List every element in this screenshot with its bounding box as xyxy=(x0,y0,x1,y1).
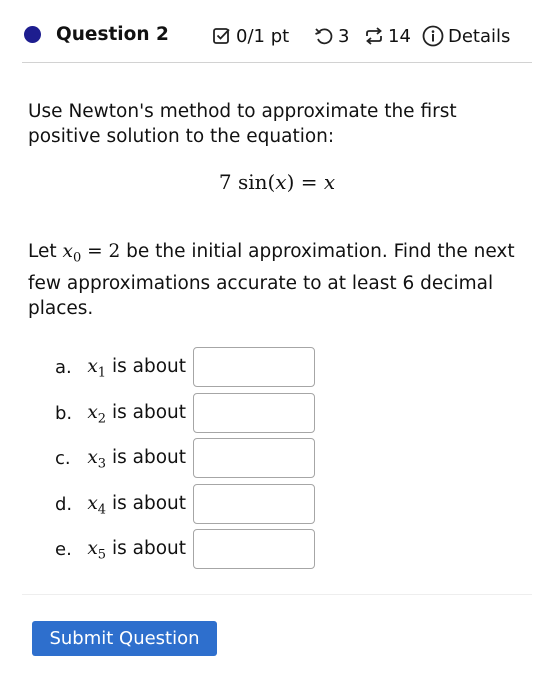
answer-variable: $x_5$ xyxy=(87,538,107,563)
initial-approximation-value: = 2 xyxy=(87,241,121,262)
answer-letter: b. xyxy=(55,403,73,424)
answer-letter: c. xyxy=(55,448,71,469)
question-title: Question 2 xyxy=(56,24,169,45)
answer-variable: $x_4$ xyxy=(87,493,107,518)
question-prompt: Use Newton's method to approximate the first positive solution to the equation: xyxy=(28,101,457,147)
details-label: Details xyxy=(448,25,511,47)
answer-row-e xyxy=(0,529,554,569)
repeat-icon xyxy=(364,26,384,46)
answer-label: $x_3$ is about xyxy=(87,447,186,472)
answer-label: $x_4$ is about xyxy=(87,493,186,518)
checkbox-icon xyxy=(212,26,232,46)
answer-input-x3[interactable] xyxy=(193,438,315,478)
answer-row-a xyxy=(0,347,554,387)
instructions-rest: be the initial approximation. Find the next few approximations accurate to at least 6 decimal places. xyxy=(28,241,515,319)
equation-equals: = xyxy=(300,170,318,194)
instructions-let: Let xyxy=(28,241,57,262)
retry-icon xyxy=(314,26,334,46)
info-icon xyxy=(422,25,444,47)
answer-label: $x_5$ is about xyxy=(87,538,186,563)
divider xyxy=(22,594,532,595)
submit-question-button[interactable]: Submit Question xyxy=(32,621,217,656)
answer-input-x1[interactable] xyxy=(193,347,315,387)
equation-rhs: x xyxy=(323,170,336,194)
details-button[interactable] xyxy=(422,24,510,48)
answer-label: $x_1$ is about xyxy=(87,356,186,381)
answer-label: $x_2$ is about xyxy=(87,402,186,427)
question-header xyxy=(22,16,532,63)
initial-approximation-variable: $x_0$ xyxy=(62,241,82,266)
answer-letter: e. xyxy=(55,539,72,560)
answer-variable: $x_2$ xyxy=(87,402,107,427)
attempts-count: 3 xyxy=(338,25,350,47)
answer-variable: $x_3$ xyxy=(87,447,107,472)
equation-function: sin xyxy=(237,170,268,194)
submissions-indicator xyxy=(364,24,411,48)
question-instructions xyxy=(28,239,518,321)
answer-input-x5[interactable] xyxy=(193,529,315,569)
equation: 7 sin(x) = x xyxy=(218,170,336,194)
answer-letter: a. xyxy=(55,357,72,378)
answer-letter: d. xyxy=(55,494,73,515)
answer-row-d xyxy=(0,484,554,524)
answer-input-x4[interactable] xyxy=(193,484,315,524)
equation-variable: x xyxy=(275,170,287,194)
equation-coefficient: 7 xyxy=(218,170,232,194)
score-indicator xyxy=(212,24,289,48)
attempts-indicator xyxy=(314,24,349,48)
status-dot xyxy=(24,26,41,43)
score-text: 0/1 pt xyxy=(236,25,290,47)
submissions-count: 14 xyxy=(388,25,411,47)
answer-row-c xyxy=(0,438,554,478)
answer-row-b xyxy=(0,393,554,433)
answer-variable: $x_1$ xyxy=(87,356,107,381)
answer-input-x2[interactable] xyxy=(193,393,315,433)
